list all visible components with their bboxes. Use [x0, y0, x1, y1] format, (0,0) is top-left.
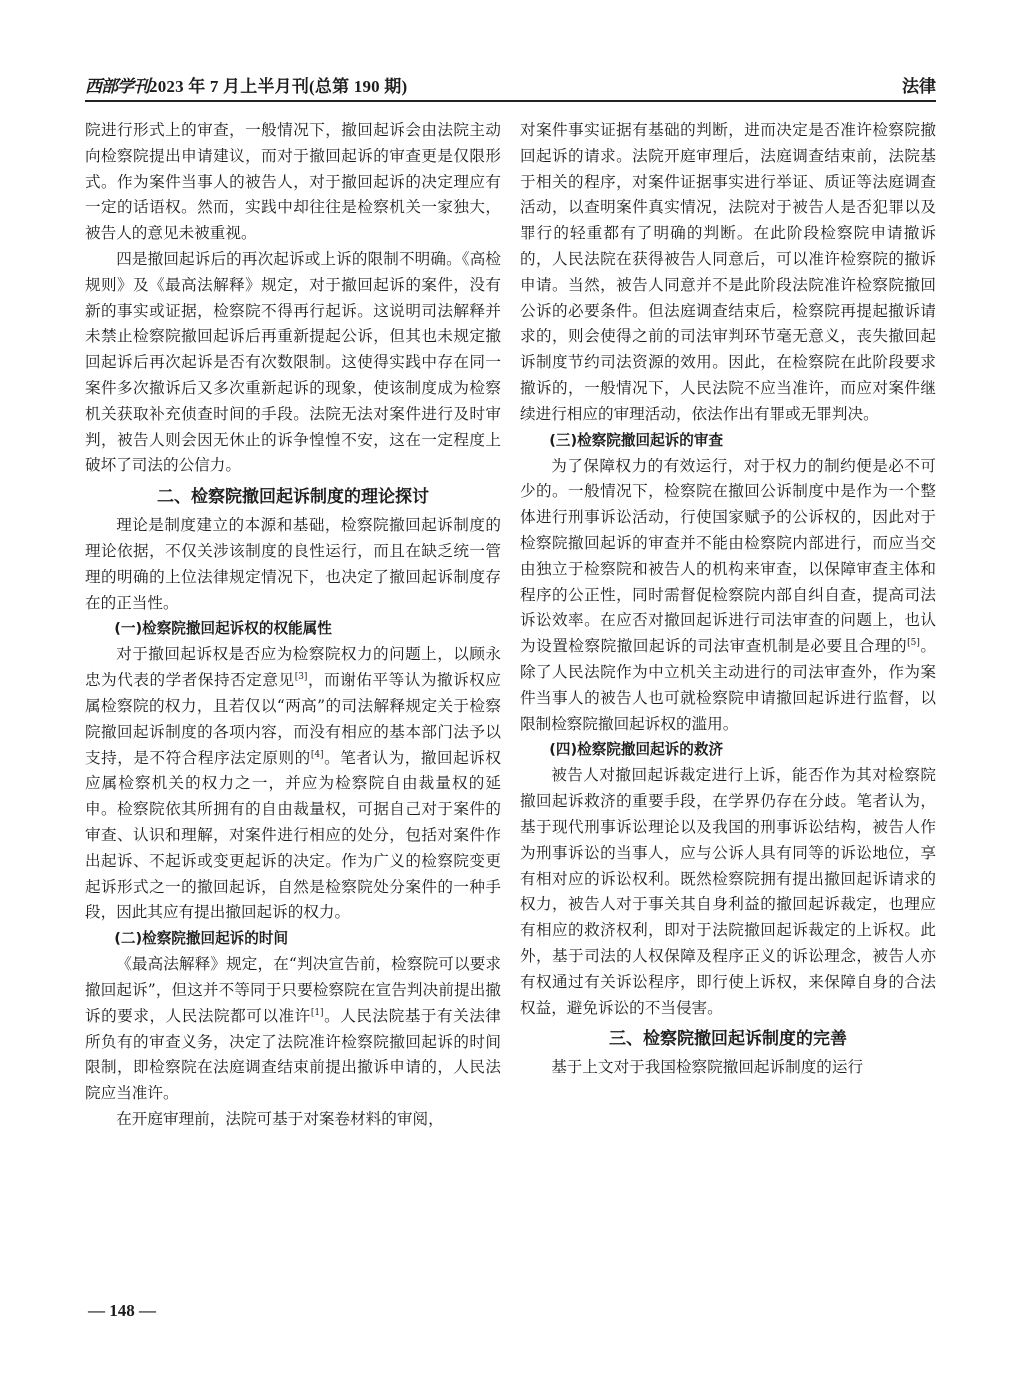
citation-ref: [1]: [310, 1007, 324, 1018]
paragraph: 院进行形式上的审查，一般情况下，撤回起诉会由法院主动向检察院提出申请建议，而对于撤回起诉的审查更是仅限形式。作为案件当事人的被告人，对于撤回起诉的决定理应有一定的话语权。然而，实践中却往往是检察机关一家独大，被告人的意见未被重视。: [85, 121, 501, 243]
paragraph-text: 。除了人民法院作为中立机关主动进行的司法审查外，作为案件当事人的被告人也可就检察院申请撤回起诉进行监督，以限制检察院撤回起诉权的滥用。: [520, 637, 936, 733]
section-heading: 三、检察院撤回起诉制度的完善: [609, 1029, 847, 1050]
paragraph: 理论是制度建立的本源和基础，检察院撤回起诉制度的理论依据，不仅关涉该制度的良性运行，而且在缺乏统一管理的明确的上位法律规定情况下，也决定了撤回起诉制度存在的正当性。: [85, 516, 501, 612]
section-heading: 二、检察院撤回起诉制度的理论探讨: [157, 487, 429, 508]
paragraph-text: 《最高法解释》规定，在“判决宣告前，检察院可以要求撤回起诉”，但这并不等同于只要检察院在宣告判决前提出撤诉的要求，人民法院都可以准许: [85, 955, 501, 1025]
journal-name: 西部学刊: [85, 77, 149, 96]
paragraph: 四是撤回起诉后的再次起诉或上诉的限制不明确。《高检规则》及《最高法解释》规定，对于撤回起诉的案件，没有新的事实或证据，检察院不得再行起诉。这说明司法解释并未禁止检察院撤回起诉后再重新提起公诉，但其也未规定撤回起诉后再次起诉是否有次数限制。这使得实践中存在同一案件多次撤诉后又多次重新起诉的现象，使该制度成为检察机关获取补充侦查时间的手段。法院无法对案件进行及时审判，被告人则会因无休止的诉争惶惶不安，这在一定程度上破坏了司法的公信力。: [85, 249, 501, 475]
paragraph-text: 。人民法院基于有关法律所负有的审查义务，决定了法院准许检察院撤回起诉的时间限制，即检察院在法庭调查结束前提出撤诉申请的，人民法院应当准许。: [85, 1006, 501, 1103]
paragraph: [520, 454, 936, 738]
citation-ref: [5]: [907, 637, 920, 648]
running-header: [85, 72, 936, 102]
paragraph: 对案件事实证据有基础的判断，进而决定是否准许检察院撤回起诉的请求。法院开庭审理后，法庭调查结束前，法院基于相关的程序，对案件证据事实进行举证、质证等法庭调查活动，以查明案件真实情况，法院对于被告人是否犯罪以及罪行的轻重都有了明确的判断。在此阶段检察院申请撤诉的，人民法院在获得被告人同意后，可以准许检察院的撤诉申请。当然，被告人同意并不是此阶段法院准许检察院撤回公诉的必要条件。但法庭调查结束后，检察院再提起撤诉请求的，则会使得之前的司法审判环节毫无意义，丧失撤回起诉制度节约司法资源的效用。因此，在检察院在此阶段要求撤诉的，一般情况下，人民法院不应当准许，而应对案件继续进行相应的审理活动，依法作出有罪或无罪判决。: [520, 121, 936, 423]
citation-ref: [3]: [294, 671, 308, 682]
subsection-heading: (三)检察院撤回起诉的审查: [549, 431, 724, 449]
paragraph-text: 。笔者认为，撤回起诉权应属检察机关的权力之一，并应为检察院自由裁量权的延申。检察院依其所拥有的自由裁量权，可据自己对于案件的审查、认识和理解，对案件进行相应的处分，包括对案件作出起诉、不起诉或变更起诉的决定。作为广义的检察院变更起诉形式之一的撤回起诉，自然是检察院处分案件的一种手段，因此其应有提出撤回起诉的权力。: [85, 748, 501, 922]
journal-issue: 2023 年 7 月上半月刊(总第 190 期): [149, 77, 408, 96]
paragraph: [85, 642, 501, 926]
paragraph: 基于上文对于我国检察院撤回起诉制度的运行: [551, 1058, 864, 1077]
citation-ref: [4]: [310, 749, 324, 760]
left-column: [85, 118, 501, 1133]
paragraph: [85, 952, 501, 1107]
page-number: — 148 —: [88, 1301, 156, 1320]
subsection-heading: (二)检察院撤回起诉的时间: [114, 930, 289, 948]
paragraph-text: ，而谢佑平等认为撤诉权应属检察院的权力，且若仅以“两高”的司法解释规定关于检察院撤回起诉制度的各项内容，而没有相应的基本部门法予以支持，是不符合程序法定原则的: [85, 671, 501, 767]
paragraph: 被告人对撤回起诉裁定进行上诉，能否作为其对检察院撤回起诉救济的重要手段，在学界仍存在分歧。笔者认为，基于现代刑事诉讼理论以及我国的刑事诉讼结构，被告人作为刑事诉讼的当事人，应与公诉人具有同等的诉讼地位，享有相对应的诉讼权利。既然检察院拥有提出撤回起诉请求的权力，被告人对于事关其自身利益的撤回起诉裁定，也理应有相应的救济权利，即对于法院撤回起诉裁定的上诉权。此外，基于司法的人权保障及程序正义的诉讼理念，被告人亦有权通过有关诉讼程序，即行使上诉权，来保障自身的合法权益，避免诉讼的不当侵害。: [520, 766, 936, 1017]
section-label: 法律: [902, 77, 936, 97]
paragraph-text: 为了保障权力的有效运行，对于权力的制约便是必不可少的。一般情况下，检察院在撤回公诉制度中是作为一个整体进行刑事诉讼活动，行使国家赋予的公诉权的，因此对于检察院撤回起诉的审查并不能由检察院内部进行，而应当交由独立于检察院和被告人的机构来审查，以保障审查主体和程序的公正性，同时需督促检察院内部自纠自查，提高司法诉讼效率。在应否对撤回起诉进行司法审查的问题上，也认为设置检察院撤回起诉的司法审查机制是必要且合理的: [520, 456, 936, 656]
journal-title: [85, 72, 407, 97]
subsection-heading: (四)检察院撤回起诉的救济: [549, 741, 724, 759]
right-column: [520, 118, 936, 1081]
subsection-heading: (一)检察院撤回起诉权的权能属性: [114, 620, 332, 638]
paragraph-text: 对于撤回起诉权是否应为检察院权力的问题上，以顾永忠为代表的学者保持否定意见: [85, 645, 501, 690]
paragraph: 在开庭审理前，法院可基于对案卷材料的审阅，: [116, 1109, 444, 1128]
